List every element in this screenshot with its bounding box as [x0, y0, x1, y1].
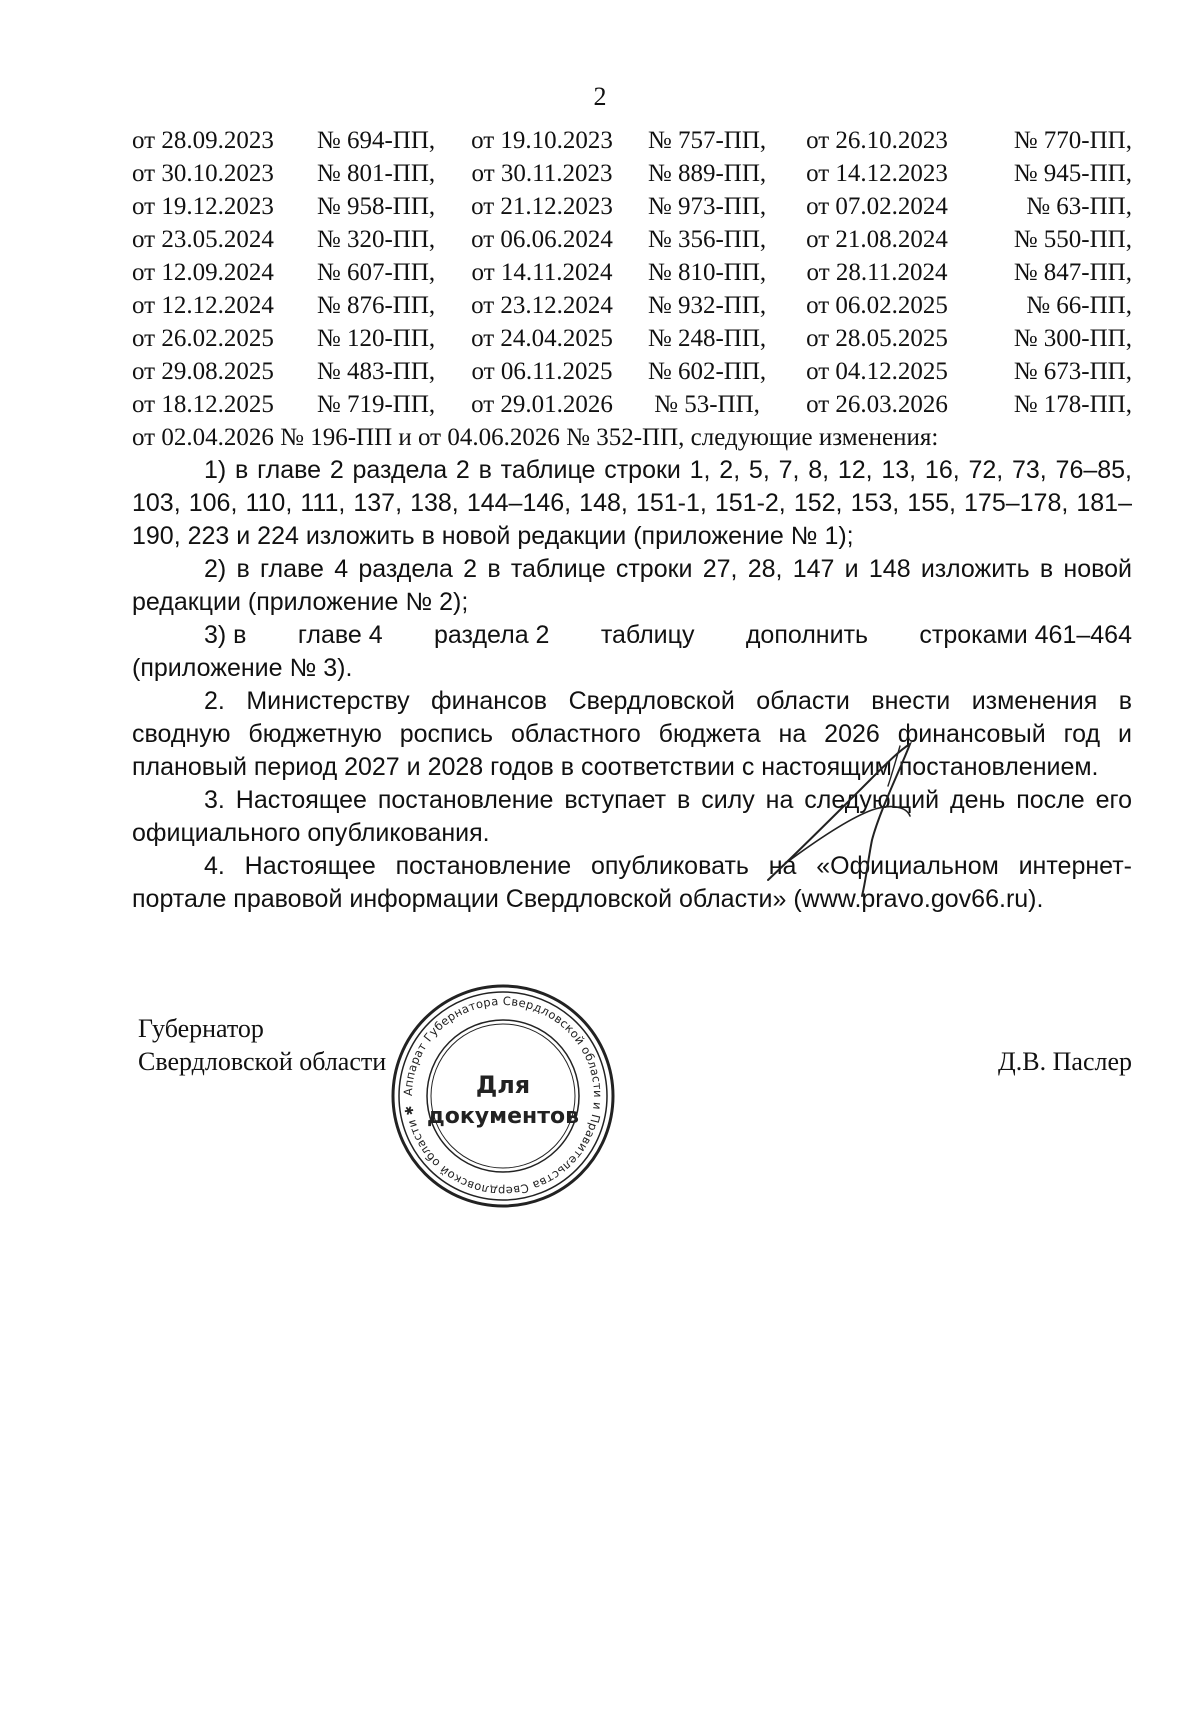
reference-date: от 30.11.2023 — [471, 160, 613, 187]
reference-row — [132, 124, 1132, 157]
paragraph-4: 4. Настоящее постановление опубликовать на «Официальном интернет-портале правовой информации Свердловской области» (www.pravo.gov66.ru). — [132, 852, 1132, 913]
item-3-word: главе 4 — [297, 621, 383, 649]
reference-number: № 66-ПП, — [1026, 292, 1132, 319]
reference-number: № 876-ПП, — [316, 292, 436, 319]
reference-date: от 26.02.2025 — [132, 325, 274, 352]
reference-date: от 14.11.2024 — [471, 259, 613, 286]
reference-number: № 607-ПП, — [316, 259, 436, 286]
reference-date: от 04.12.2025 — [806, 358, 948, 385]
reference-number: № 932-ПП, — [647, 292, 767, 319]
reference-date: от 12.12.2024 — [132, 292, 274, 319]
page-number: 2 — [593, 82, 607, 111]
reference-date: от 06.11.2025 — [471, 358, 613, 385]
reference-date: от 26.10.2023 — [806, 127, 948, 154]
paragraph-3: 3. Настоящее постановление вступает в силу на следующий день после его официального опубликования. — [132, 786, 1132, 847]
reference-number: № 810-ПП, — [647, 259, 767, 286]
reference-date: от 18.12.2025 — [132, 391, 274, 418]
reference-number: № 120-ПП, — [316, 325, 436, 352]
reference-number: № 53-ПП, — [654, 391, 760, 418]
reference-row — [132, 256, 1132, 289]
reference-date: от 14.12.2023 — [806, 160, 948, 187]
reference-number: № 320-ПП, — [316, 226, 436, 253]
stamp-center-line-2: документов — [426, 1104, 580, 1129]
item-3-word: дополнить — [745, 621, 869, 649]
signatory-title-line-1: Губернатор — [138, 1014, 264, 1043]
reference-date: от 24.04.2025 — [471, 325, 613, 352]
reference-number: № 757-ПП, — [647, 127, 767, 154]
reference-number: № 673-ПП, — [1013, 358, 1132, 385]
reference-number: № 847-ПП, — [1013, 259, 1132, 286]
reference-date: от 28.11.2024 — [806, 259, 948, 286]
reference-number: № 945-ПП, — [1013, 160, 1132, 187]
item-3-word: строками 461–464 — [919, 621, 1132, 649]
reference-last-line: от 02.04.2026 № 196-ПП и от 04.06.2026 № 352-ПП, следующие изменения: — [132, 424, 939, 451]
reference-row — [132, 223, 1132, 256]
signatory-title-line-2: Свердловской области — [138, 1047, 387, 1076]
reference-number: № 63-ПП, — [1026, 193, 1132, 220]
reference-date: от 29.01.2026 — [471, 391, 613, 418]
item-2: 2) в главе 4 раздела 2 в таблице строки 27, 28, 147 и 148 изложить в новой редакции (приложение № 2); — [132, 555, 1132, 616]
item-3-word: раздела 2 — [434, 621, 550, 649]
reference-number: № 694-ПП, — [316, 127, 436, 154]
official-seal-stamp — [390, 983, 616, 1209]
reference-date: от 06.02.2025 — [806, 292, 948, 319]
reference-number: № 248-ПП, — [647, 325, 767, 352]
reference-list — [132, 124, 1132, 421]
signatory-name: Д.В. Паслер — [998, 1047, 1132, 1076]
reference-date: от 28.05.2025 — [806, 325, 948, 352]
reference-date: от 19.12.2023 — [132, 193, 274, 220]
reference-date: от 30.10.2023 — [132, 160, 274, 187]
reference-row — [132, 322, 1132, 355]
reference-date: от 23.05.2024 — [132, 226, 274, 253]
item-1: 1) в главе 2 раздела 2 в таблице строки 1, 2, 5, 7, 8, 12, 13, 16, 72, 73, 76–85, 103, 106, 110, 111, 137, 138, 144–146, 148, 151-1, 151-2, 152, 153, 155, 175–178, 181–190, 223 и 224 изложить в новой редакции (приложение № 1); — [132, 456, 1132, 550]
reference-number: № 178-ПП, — [1013, 391, 1132, 418]
reference-number: № 300-ПП, — [1013, 325, 1132, 352]
reference-number: № 770-ПП, — [1013, 127, 1132, 154]
reference-number: № 958-ПП, — [316, 193, 436, 220]
item-3-word: 3) в — [204, 621, 247, 649]
reference-number: № 973-ПП, — [647, 193, 767, 220]
stamp-ring-text: Аппарат Губернатора Свердловской области и Правительства Свердловской области ✱ — [400, 993, 606, 1199]
paragraph-2: 2. Министерству финансов Свердловской области внести изменения в сводную бюджетную роспись областного бюджета на 2026 финансовый год и плановый период 2027 и 2028 годов в соответствии с настоящим постановлением. — [132, 687, 1132, 781]
reference-number: № 889-ПП, — [647, 160, 767, 187]
reference-date: от 23.12.2024 — [471, 292, 613, 319]
reference-number: № 356-ПП, — [647, 226, 767, 253]
reference-number: № 602-ПП, — [647, 358, 767, 385]
reference-date: от 29.08.2025 — [132, 358, 274, 385]
signatory-title — [138, 1012, 386, 1078]
reference-number: № 483-ПП, — [316, 358, 436, 385]
reference-date: от 26.03.2026 — [806, 391, 948, 418]
reference-date: от 07.02.2024 — [806, 193, 948, 220]
stamp-center-line-1: Для — [475, 1071, 531, 1099]
reference-number: № 719-ПП, — [316, 391, 436, 418]
reference-date: от 21.08.2024 — [806, 226, 948, 253]
item-3-line — [132, 619, 1132, 652]
reference-row — [132, 289, 1132, 322]
reference-row — [132, 388, 1132, 421]
handwritten-signature — [760, 740, 1020, 900]
reference-date: от 28.09.2023 — [132, 127, 274, 154]
reference-date: от 06.06.2024 — [471, 226, 613, 253]
reference-row — [132, 190, 1132, 223]
reference-row — [132, 157, 1132, 190]
item-3-word: таблицу — [600, 621, 695, 649]
reference-date: от 12.09.2024 — [132, 259, 274, 286]
reference-number: № 550-ПП, — [1013, 226, 1132, 253]
reference-date: от 19.10.2023 — [471, 127, 613, 154]
reference-row — [132, 355, 1132, 388]
item-3-tail: (приложение № 3). — [132, 654, 353, 682]
reference-date: от 21.12.2023 — [471, 193, 613, 220]
reference-number: № 801-ПП, — [316, 160, 436, 187]
